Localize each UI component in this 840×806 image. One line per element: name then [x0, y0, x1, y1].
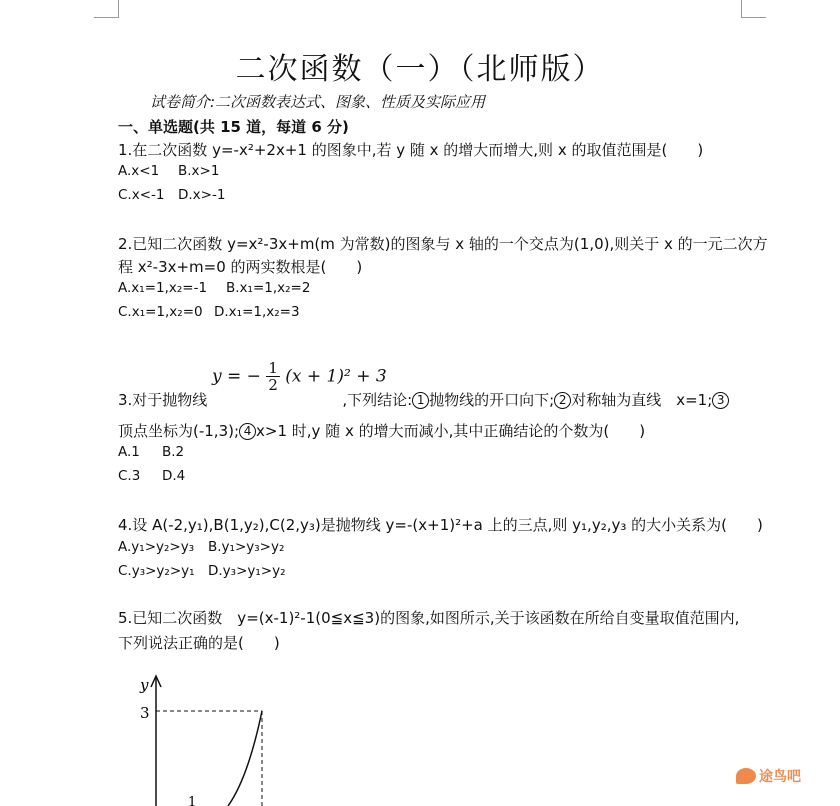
question-1-text: 1.在二次函数 y=-x²+2x+1 的图象中,若 y 随 x 的增大而增大,则 x 的取值范围是( ) [118, 141, 704, 159]
q3-formula-lhs: y = − [212, 366, 261, 387]
question-5-line2: 下列说法正确的是( ) [118, 634, 280, 652]
question-4-options-row2 [118, 563, 286, 579]
q3-conclusion-2: 对称轴为直线 x=1; [571, 391, 713, 409]
question-2-line2: 程 x²-3x+m=0 的两实数根是( ) [118, 258, 363, 276]
q3-conclusion-4: x>1 时,y 随 x 的增大而减小,其中正确结论的个数为( ) [256, 422, 646, 440]
q4-option-d: D.y₃>y₁>y₂ [208, 563, 286, 579]
q2-option-b: B.x₁=1,x₂=2 [226, 280, 311, 296]
q3-prefix: 3.对于抛物线 [118, 391, 208, 409]
circled-number-4: 4 [239, 423, 256, 440]
question-1-options-row2 [118, 187, 238, 203]
tick-label-1: 1 [188, 795, 197, 806]
circled-number-3: 3 [712, 392, 729, 409]
question-4-options-row1 [118, 539, 284, 555]
question-2-line1: 2.已知二次函数 y=x²-3x+m(m 为常数)的图象与 x 轴的一个交点为(1,0),则关于 x 的一元二次方 [118, 235, 768, 253]
question-2-options-row2 [118, 304, 300, 320]
circled-number-2: 2 [554, 392, 571, 409]
q2-option-c: C.x₁=1,x₂=0 [118, 304, 203, 320]
bird-icon [736, 768, 756, 784]
q1-option-b: B.x>1 [178, 163, 220, 179]
question-3-line2 [118, 420, 645, 441]
q3-option-b: B.2 [162, 444, 185, 460]
document-title: 二次函数（一）（北师版） [235, 52, 605, 87]
parabola-curve [228, 711, 262, 806]
watermark-text: 途鸟吧 [759, 769, 801, 785]
document-intro: 试卷简介:二次函数表达式、图象、性质及实际应用 [150, 93, 486, 111]
question-2-options-row1 [118, 280, 310, 296]
tick-label-3: 3 [140, 704, 150, 722]
q3-suffix: ,下列结论: [342, 391, 413, 409]
q3-option-c: C.3 [118, 468, 141, 484]
q3-fraction-denominator: 2 [268, 376, 278, 394]
q3-option-a: A.1 [118, 444, 140, 460]
q2-option-a: A.x₁=1,x₂=-1 [118, 280, 208, 296]
question-1-options-row1 [118, 163, 238, 179]
question-3-line1 [118, 389, 729, 410]
q3-option-d: D.4 [162, 468, 186, 484]
q2-option-d: D.x₁=1,x₂=3 [214, 304, 300, 320]
q3-conclusion-3: 顶点坐标为(-1,3); [118, 422, 240, 440]
q1-option-d: D.x>-1 [178, 187, 226, 203]
q4-option-c: C.y₃>y₂>y₁ [118, 563, 195, 579]
q3-fraction-numerator: 1 [268, 359, 278, 377]
page-corner-mark-left [94, 0, 119, 18]
q1-option-a: A.x<1 [118, 163, 160, 179]
watermark-logo [736, 766, 801, 786]
y-axis-label: y [140, 676, 149, 694]
circled-number-1: 1 [412, 392, 429, 409]
q1-option-c: C.x<-1 [118, 187, 165, 203]
question-5-line1: 5.已知二次函数 y=(x-1)²-1(0≦x≦3)的图象,如图所示,关于该函数在所给自变量取值范围内, [118, 609, 740, 627]
question-4-text: 4.设 A(-2,y₁),B(1,y₂),C(2,y₃)是抛物线 y=-(x+1)²+a 上的三点,则 y₁,y₂,y₃ 的大小关系为( ) [118, 516, 763, 534]
section-heading: 一、单选题(共 15 道，每道 6 分) [118, 118, 349, 136]
q3-formula-rest: (x + 1)² + 3 [285, 366, 387, 387]
page-corner-mark-right [741, 0, 766, 18]
question-3-options-row1 [118, 444, 222, 460]
question-3-options-row2 [118, 468, 222, 484]
q5-function-graph [130, 668, 290, 806]
q4-option-a: A.y₁>y₂>y₃ [118, 539, 195, 555]
q4-option-b: B.y₁>y₃>y₂ [208, 539, 285, 555]
q3-conclusion-1: 抛物线的开口向下; [429, 391, 555, 409]
